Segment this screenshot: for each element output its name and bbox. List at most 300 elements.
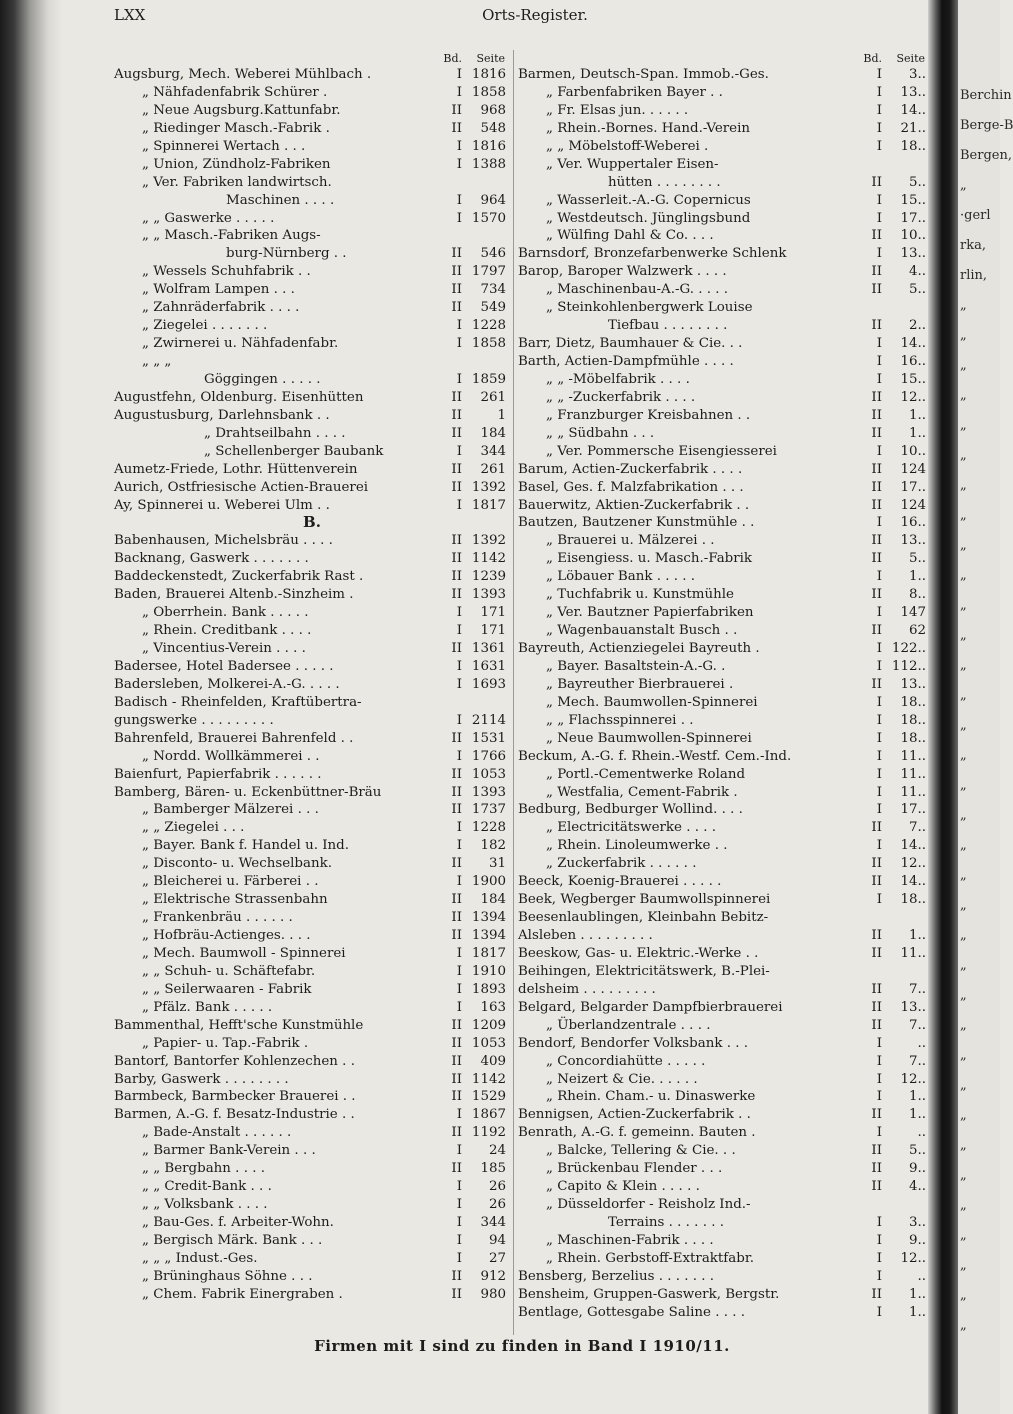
entry-name: Belgard, Belgarder Dampfbierbrauerei — [518, 999, 783, 1015]
entry-page: 1858 — [471, 336, 506, 352]
register-entry — [518, 550, 930, 568]
entry-name: gungswerke . . . . . . . . . — [114, 712, 274, 728]
entry-page: 8.. — [908, 587, 926, 603]
entry-page: 1393 — [471, 587, 506, 603]
register-entry — [114, 299, 510, 317]
entry-page: 16.. — [900, 354, 926, 369]
entry-name: „ Wolfram Lampen . . . — [142, 282, 295, 298]
entry-name: „ Nähfadenfabrik Schürer . — [142, 84, 328, 100]
register-entry — [114, 1214, 510, 1232]
register-entry — [114, 640, 510, 658]
entry-page: 14.. — [900, 874, 926, 890]
entry-name: Bammenthal, Hefft'sche Kunstmühle — [114, 1017, 364, 1033]
entry-volume: I — [456, 748, 462, 764]
entry-name: „ Vincentius-Verein . . . . — [142, 641, 306, 656]
entry-page: 147 — [900, 605, 926, 621]
entry-name: „ Ver. Pommersche Eisengiesserei — [546, 443, 777, 459]
entry-page: 968 — [480, 102, 506, 118]
entry-page: 17.. — [900, 210, 926, 226]
entry-page: 18.. — [900, 892, 926, 908]
entry-name: „ Balcke, Tellering & Cie. . . — [546, 1143, 736, 1159]
entry-page: 1910 — [471, 963, 506, 979]
entry-volume: I — [456, 371, 462, 387]
entry-page: 1737 — [471, 802, 506, 818]
entry-name: Backnang, Gaswerk . . . . . . . — [114, 551, 309, 567]
entry-volume: II — [871, 676, 882, 692]
register-entry — [114, 497, 510, 515]
entry-page: 261 — [480, 389, 506, 405]
entry-name: „ Maschinenbau-A.-G. . . . . — [546, 282, 729, 298]
entry-name: Bensheim, Gruppen-Gaswerk, Bergstr. — [518, 1286, 780, 1302]
entry-name: „ Neizert & Cie. . . . . . — [546, 1071, 698, 1087]
entry-volume: II — [451, 1089, 462, 1105]
entry-page: 980 — [480, 1286, 506, 1302]
entry-volume: II — [871, 533, 882, 549]
entry-name: „ Bayreuther Bierbrauerei . — [546, 676, 734, 692]
entry-name: Bauerwitz, Aktien-Zuckerfabrik . . — [518, 497, 750, 513]
entry-page: 13.. — [900, 999, 926, 1015]
register-entry — [518, 371, 930, 389]
entry-name: „ Union, Zündholz-Fabriken — [142, 156, 331, 172]
register-entry — [518, 891, 930, 909]
register-entry — [114, 102, 510, 120]
adjacent-page-fragment: „ — [960, 778, 967, 793]
register-entry — [518, 461, 930, 479]
entry-volume: II — [871, 587, 882, 603]
entry-name: „ Schellenberger Baubank — [204, 443, 384, 459]
register-entry — [518, 1268, 930, 1286]
entry-name: „ Oberrhein. Bank . . . . . — [142, 605, 309, 621]
entry-volume: I — [456, 658, 462, 674]
entry-page: 734 — [480, 282, 506, 298]
entry-page: 182 — [480, 838, 506, 854]
entry-volume: I — [876, 1215, 882, 1230]
entry-volume: I — [456, 981, 462, 997]
adjacent-page-fragment: „ — [960, 328, 967, 343]
adjacent-page-fragment: „ — [960, 718, 967, 733]
entry-page: 4.. — [908, 264, 926, 280]
entry-volume: I — [456, 1250, 462, 1266]
entry-name: Bahrenfeld, Brauerei Bahrenfeld . . — [114, 730, 354, 746]
register-entry — [114, 873, 510, 891]
entry-name: „ Riedinger Masch.-Fabrik . — [142, 120, 330, 136]
entry-volume: II — [871, 282, 882, 298]
adjacent-page-fragment: „ — [960, 178, 967, 193]
left-column-header — [114, 50, 510, 66]
register-entry — [114, 837, 510, 855]
register-entry — [518, 1196, 930, 1214]
entry-volume: II — [451, 641, 462, 656]
entry-volume: I — [876, 802, 882, 818]
entry-page: 94 — [488, 1232, 506, 1248]
entry-volume: II — [871, 981, 882, 997]
register-entry — [518, 909, 930, 927]
entry-name: „ Wülfing Dahl & Co. . . . — [546, 228, 714, 244]
entry-page: 1900 — [471, 874, 506, 890]
entry-page: 184 — [480, 425, 506, 441]
entry-name: „ Brüninghaus Söhne . . . — [142, 1268, 313, 1284]
entry-volume: I — [876, 1125, 882, 1141]
register-entry — [114, 658, 510, 676]
entry-name: Bendorf, Bendorfer Volksbank . . . — [518, 1035, 748, 1051]
entry-name: „ Pfälz. Bank . . . . . — [142, 999, 273, 1015]
entry-name: „ Bleicherei u. Färberei . . — [142, 874, 319, 890]
register-entry — [114, 138, 510, 156]
entry-page: 13.. — [900, 246, 926, 262]
entry-page: 1817 — [471, 945, 506, 961]
entry-name: „ Wagenbauanstalt Busch . . — [546, 623, 738, 639]
entry-volume: I — [876, 246, 882, 262]
entry-page: 1797 — [471, 264, 506, 280]
entry-page: 1053 — [471, 1035, 506, 1051]
entry-page: 11.. — [900, 945, 926, 961]
entry-name: Barby, Gaswerk . . . . . . . . — [114, 1071, 289, 1087]
entry-name: Beeskow, Gas- u. Elektric.-Werke . . — [518, 945, 759, 961]
register-entry — [114, 1178, 510, 1196]
register-entry — [114, 945, 510, 963]
entry-name: Benrath, A.-G. f. gemeinn. Bauten . — [518, 1125, 756, 1141]
entry-name: „ Bamberger Mälzerei . . . — [142, 802, 319, 818]
seite-header: Seite — [896, 52, 925, 65]
adjacent-page-fragment: „ — [960, 1078, 967, 1093]
entry-name: Badersleben, Molkerei-A.-G. . . . . — [114, 676, 340, 692]
entry-volume: I — [456, 712, 462, 728]
register-entry — [518, 1035, 930, 1053]
entry-page: .. — [917, 1268, 926, 1284]
entry-name: Barmen, A.-G. f. Besatz-Industrie . . — [114, 1107, 355, 1123]
entry-volume: II — [451, 425, 462, 441]
register-entry — [114, 819, 510, 837]
register-entry — [518, 766, 930, 784]
register-entry — [518, 873, 930, 891]
register-entry — [114, 550, 510, 568]
entry-volume: I — [876, 892, 882, 908]
entry-page: 261 — [480, 461, 506, 477]
register-entry — [518, 640, 930, 658]
entry-name: Beeck, Koenig-Brauerei . . . . . — [518, 874, 722, 890]
entry-volume: II — [871, 461, 882, 477]
register-entry — [114, 317, 510, 335]
register-entry — [114, 407, 510, 425]
adjacent-page-fragment: „ — [960, 568, 967, 583]
register-entry — [114, 963, 510, 981]
entry-page: 1766 — [471, 748, 506, 764]
entry-name: Barop, Baroper Walzwerk . . . . — [518, 264, 727, 280]
entry-volume: I — [456, 1107, 462, 1123]
entry-volume: II — [451, 407, 462, 423]
entry-name: „ „ Masch.-Fabriken Augs- — [142, 228, 321, 244]
entry-page: 1631 — [471, 658, 506, 674]
entry-page: 27 — [488, 1250, 506, 1266]
entry-page: 1858 — [471, 84, 506, 100]
column-divider — [513, 50, 514, 1335]
register-entry — [518, 353, 930, 371]
entry-volume: I — [456, 1179, 462, 1195]
entry-name: „ „ Credit-Bank . . . — [142, 1179, 272, 1195]
entry-page: 184 — [480, 892, 506, 908]
entry-page: 18.. — [900, 694, 926, 710]
entry-name: „ Portl.-Cementwerke Roland — [546, 766, 746, 782]
entry-volume: I — [876, 569, 882, 585]
entry-name: „ Bau-Ges. f. Arbeiter-Wohn. — [142, 1215, 334, 1230]
entry-volume: I — [876, 1089, 882, 1105]
register-entry — [518, 1017, 930, 1035]
adjacent-page-fragment: rka, — [960, 238, 986, 253]
entry-page: 171 — [480, 623, 506, 639]
entry-volume: I — [876, 1268, 882, 1284]
entry-volume: II — [451, 784, 462, 800]
entry-page: 1859 — [471, 371, 506, 387]
register-entry — [518, 138, 930, 156]
entry-name: Baienfurt, Papierfabrik . . . . . . — [114, 766, 322, 782]
adjacent-page-fragment: „ — [960, 598, 967, 613]
entry-page: 1394 — [471, 910, 506, 926]
entry-page: 5.. — [908, 1143, 926, 1159]
entry-page: 26 — [488, 1197, 506, 1213]
adjacent-page-fragment: „ — [960, 928, 967, 943]
register-entry — [114, 1196, 510, 1214]
entry-page: 18.. — [900, 138, 926, 154]
entry-name: „ Drahtseilbahn . . . . — [204, 425, 346, 441]
register-entry — [114, 1142, 510, 1160]
register-entry — [518, 1232, 930, 1250]
entry-volume: II — [451, 1161, 462, 1177]
register-entry — [114, 1088, 510, 1106]
entry-page: 5.. — [908, 551, 926, 567]
entry-name: Augustfehn, Oldenburg. Eisenhütten — [114, 389, 364, 405]
entry-name: „ Bayer. Bank f. Handel u. Ind. — [142, 838, 349, 854]
register-entry — [518, 1214, 930, 1232]
register-entry — [114, 622, 510, 640]
register-entry — [114, 461, 510, 479]
entry-name: „ Brauerei u. Mälzerei . . — [546, 533, 715, 549]
entry-page: 1570 — [471, 210, 506, 226]
entry-volume: I — [876, 730, 882, 746]
register-entry — [114, 1053, 510, 1071]
entry-name: „ Rhein. Gerbstoff-Extraktfabr. — [546, 1250, 754, 1266]
adjacent-page-fragment: rlin, — [960, 268, 988, 283]
entry-page: 1.. — [908, 569, 926, 585]
register-entry — [114, 335, 510, 353]
entry-page: 1142 — [471, 1071, 506, 1087]
entry-page: 2114 — [471, 712, 506, 728]
entry-volume: II — [871, 820, 882, 836]
entry-name: Ay, Spinnerei u. Weberei Ulm . . — [114, 497, 330, 513]
entry-page: 1.. — [908, 1089, 926, 1105]
entry-name: „ Frankenbräu . . . . . . — [142, 910, 293, 926]
entry-volume: I — [876, 210, 882, 226]
entry-volume: I — [876, 443, 882, 459]
entry-page: 409 — [480, 1053, 506, 1069]
register-entry — [518, 1250, 930, 1268]
entry-volume: I — [876, 1304, 882, 1320]
entry-page: 17.. — [900, 802, 926, 818]
adjacent-page-fragment: Berge-B — [960, 118, 1013, 133]
entry-name: „ Zahnräderfabrik . . . . — [142, 300, 300, 316]
entry-page: 18.. — [900, 712, 926, 728]
entry-volume: II — [871, 1107, 882, 1123]
entry-volume: II — [451, 910, 462, 926]
entry-name: Babenhausen, Michelsbräu . . . . — [114, 533, 333, 549]
adjacent-page-fragment: „ — [960, 1228, 967, 1243]
entry-volume: II — [451, 282, 462, 298]
register-entry — [518, 855, 930, 873]
entry-volume: I — [876, 515, 882, 531]
entry-name: Barum, Actien-Zuckerfabrik . . . . — [518, 461, 743, 477]
entry-page: 31 — [488, 856, 506, 872]
entry-page: 11.. — [900, 784, 926, 800]
entry-page: 7.. — [908, 1017, 926, 1033]
register-entry — [114, 568, 510, 586]
entry-page: 1239 — [471, 569, 506, 585]
entry-volume: I — [456, 67, 462, 82]
register-entry — [518, 801, 930, 819]
entry-volume: II — [451, 1017, 462, 1033]
register-entry — [518, 479, 930, 497]
register-entry — [114, 784, 510, 802]
adjacent-page-fragment: „ — [960, 478, 967, 493]
entry-name: hütten . . . . . . . . — [608, 174, 721, 190]
bd-header: Bd. — [863, 52, 882, 65]
entry-volume: II — [871, 318, 882, 334]
entry-volume: I — [456, 84, 462, 100]
entry-volume: I — [876, 1053, 882, 1069]
entry-name: Göggingen . . . . . — [204, 371, 321, 387]
adjacent-page-fragment: „ — [960, 1318, 967, 1333]
entry-volume: II — [871, 623, 882, 639]
entry-volume: I — [876, 102, 882, 118]
entry-page: 1388 — [471, 156, 506, 172]
entry-volume: II — [451, 246, 462, 262]
entry-name: „ Bade-Anstalt . . . . . . — [142, 1125, 292, 1141]
entry-volume: I — [456, 838, 462, 854]
entry-volume: II — [451, 300, 462, 316]
entry-name: „ Bayer. Basaltstein-A.-G. . — [546, 658, 726, 674]
entry-name: Augustusburg, Darlehnsbank . . — [114, 407, 330, 423]
register-entry — [114, 1106, 510, 1124]
adjacent-page-fragment: „ — [960, 1138, 967, 1153]
entry-name: „ Mech. Baumwoll - Spinnerei — [142, 945, 346, 961]
entry-volume: I — [876, 192, 882, 208]
adjacent-page-fragment: „ — [960, 688, 967, 703]
entry-name: „ Ver. Fabriken landwirtsch. — [142, 174, 332, 190]
entry-page: 1816 — [471, 67, 506, 82]
register-entry — [114, 192, 510, 210]
entry-volume: II — [451, 102, 462, 118]
entry-name: B. — [303, 513, 321, 532]
entry-volume: I — [876, 371, 882, 387]
entry-page: 1.. — [908, 928, 926, 943]
adjacent-page-fragment: „ — [960, 538, 967, 553]
entry-name: „ Tuchfabrik u. Kunstmühle — [546, 587, 734, 603]
entry-name: „ Mech. Baumwollen-Spinnerei — [546, 694, 758, 710]
right-column-header — [518, 50, 930, 66]
book-spine-shadow — [0, 0, 62, 1414]
entry-page: 10.. — [900, 443, 926, 459]
entry-name: „ Maschinen-Fabrik . . . . — [546, 1232, 714, 1248]
entry-name: „ Rhein. Creditbank . . . . — [142, 623, 312, 639]
register-entry — [114, 174, 510, 192]
register-entry — [518, 84, 930, 102]
left-column — [114, 50, 510, 1304]
entry-name: „ „ Flachsspinnerei . . — [546, 712, 694, 728]
entry-volume: I — [456, 1215, 462, 1230]
entry-page: 1531 — [471, 730, 506, 746]
register-entry — [518, 156, 930, 174]
adjacent-page-fragment: „ — [960, 988, 967, 1003]
register-entry — [114, 245, 510, 263]
entry-volume: I — [456, 210, 462, 226]
entry-volume: II — [451, 264, 462, 280]
register-entry — [114, 999, 510, 1017]
register-entry — [114, 156, 510, 174]
register-entry — [518, 1053, 930, 1071]
entry-page: 62 — [908, 623, 926, 639]
entry-page: 9.. — [908, 1232, 926, 1248]
register-entry — [518, 712, 930, 730]
entry-volume: II — [871, 425, 882, 441]
entry-name: „ Farbenfabriken Bayer . . — [546, 84, 723, 100]
register-entry — [518, 174, 930, 192]
entry-page: 1.. — [908, 1304, 926, 1320]
entry-name: „ „ „ Indust.-Ges. — [142, 1250, 258, 1266]
entry-page: 1392 — [471, 479, 506, 495]
adjacent-page-fragment: „ — [960, 358, 967, 373]
adjacent-page-fragment: „ — [960, 808, 967, 823]
entry-volume: II — [871, 497, 882, 513]
entry-page: 1228 — [471, 820, 506, 836]
register-entry — [114, 371, 510, 389]
register-entry — [518, 1071, 930, 1089]
entry-volume: I — [456, 963, 462, 979]
entry-page: 2.. — [908, 318, 926, 334]
adjacent-page-fragment: „ — [960, 748, 967, 763]
entry-name: „ Ver. Bautzner Papierfabriken — [546, 605, 754, 621]
adjacent-page-fragment: „ — [960, 898, 967, 913]
bd-header: Bd. — [443, 52, 462, 65]
entry-volume: I — [456, 1197, 462, 1213]
entry-name: „ Rhein. Cham.- u. Dinaswerke — [546, 1089, 756, 1105]
register-entry — [518, 120, 930, 138]
register-entry — [518, 425, 930, 443]
entry-page: 1867 — [471, 1107, 506, 1123]
adjacent-page-fragment: „ — [960, 658, 967, 673]
entry-name: Beihingen, Elektricitätswerk, B.-Plei- — [518, 963, 770, 979]
entry-volume: I — [876, 748, 882, 764]
entry-name: „ Steinkohlenbergwerk Louise — [546, 300, 753, 316]
register-entry — [518, 981, 930, 999]
register-entry — [114, 712, 510, 730]
entry-name: „ „ Südbahn . . . — [546, 425, 655, 441]
entry-volume: I — [456, 676, 462, 692]
entry-name: Barmen, Deutsch-Span. Immob.-Ges. — [518, 67, 769, 82]
register-entry — [114, 909, 510, 927]
register-entry — [114, 1160, 510, 1178]
entry-name: „ Papier- u. Tap.-Fabrik . — [142, 1035, 309, 1051]
entry-page: 122.. — [891, 641, 926, 656]
entry-name: Bedburg, Bedburger Wollind. . . . — [518, 802, 743, 818]
entry-name: „ Neue Baumwollen-Spinnerei — [546, 730, 752, 746]
entry-volume: II — [871, 874, 882, 890]
entry-name: Bayreuth, Actienziegelei Bayreuth . — [518, 641, 760, 656]
entry-volume: II — [871, 1161, 882, 1177]
entry-page: 9.. — [908, 1161, 926, 1177]
entry-name: „ Elektrische Strassenbahn — [142, 892, 328, 908]
entry-page: 549 — [480, 300, 506, 316]
entry-volume: I — [876, 1250, 882, 1266]
entry-name: „ Electricitätswerke . . . . — [546, 820, 717, 836]
entry-page: 1228 — [471, 318, 506, 334]
